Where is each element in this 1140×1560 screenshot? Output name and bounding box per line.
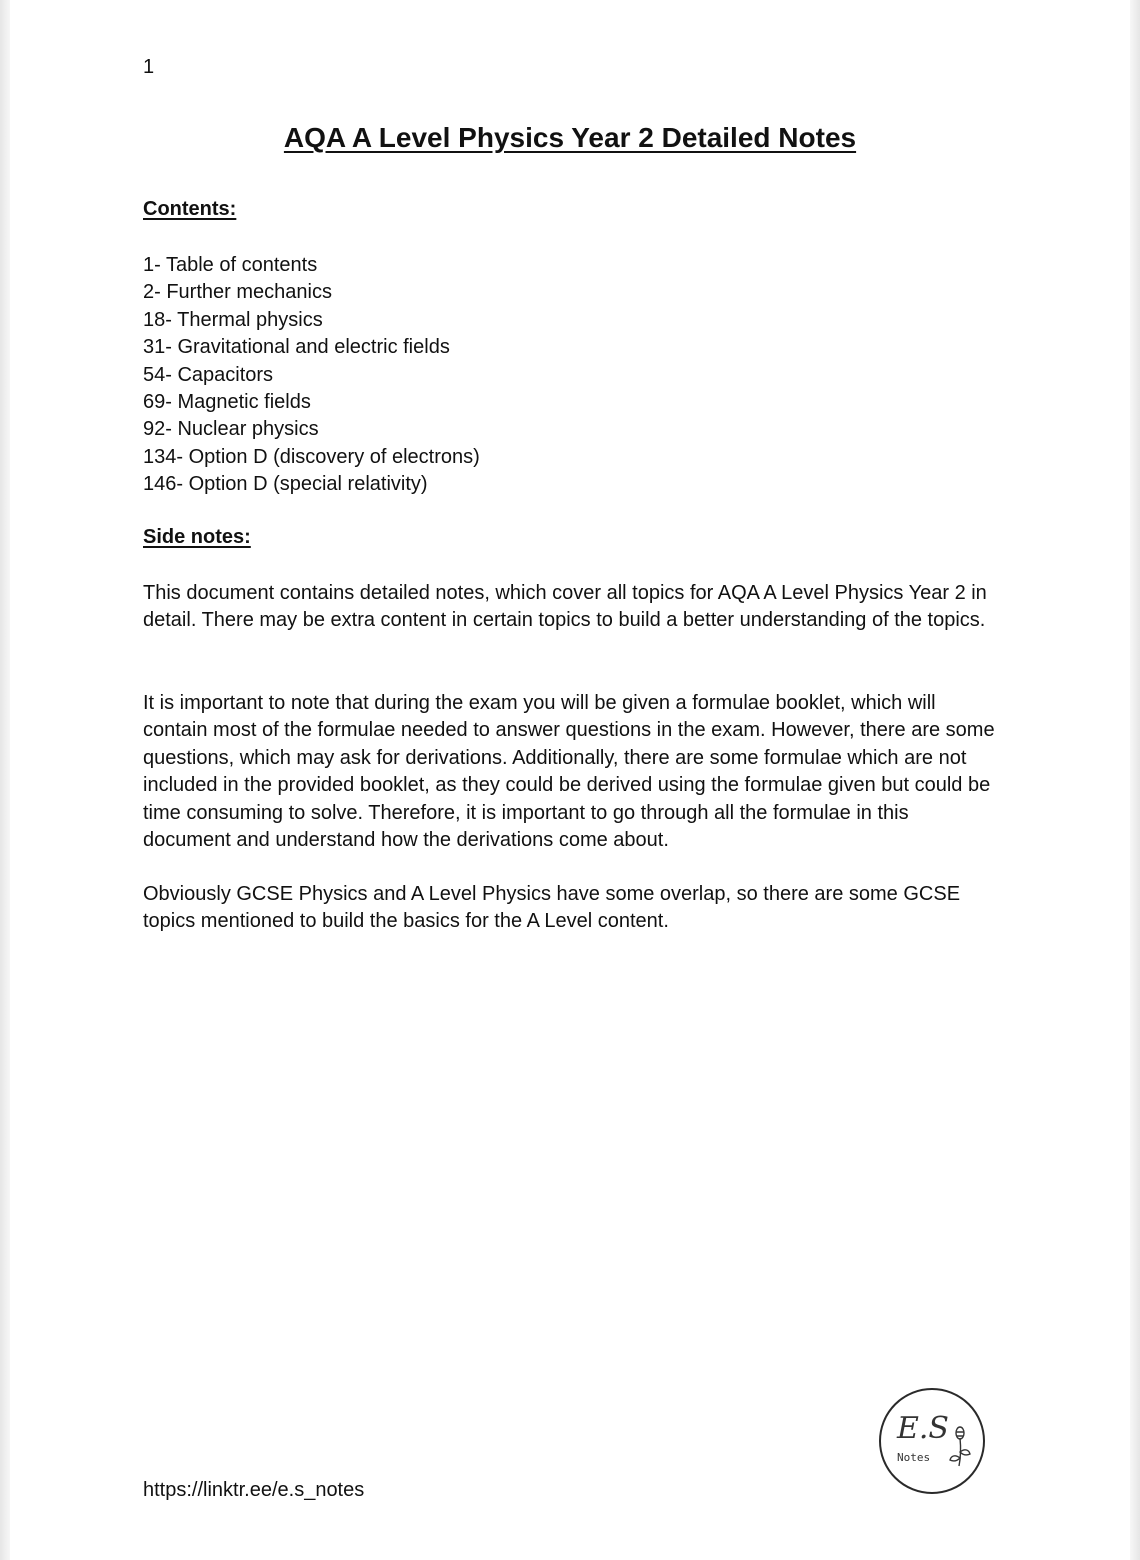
logo-initials: E.S	[897, 1411, 949, 1446]
flower-icon	[950, 1427, 970, 1466]
contents-item: 18- Thermal physics	[143, 308, 323, 331]
contents-item: 31- Gravitational and electric fields	[143, 336, 450, 359]
contents-item: 92- Nuclear physics	[143, 418, 319, 441]
contents-item: 146- Option D (special relativity)	[143, 473, 428, 496]
contents-item: 2- Further mechanics	[143, 281, 332, 304]
contents-list	[143, 252, 480, 499]
contents-item: 134- Option D (discovery of electrons)	[143, 445, 480, 468]
es-notes-logo	[877, 1386, 987, 1496]
contents-item: 1- Table of contents	[143, 254, 318, 276]
contents-item: 54- Capacitors	[143, 363, 274, 386]
document-title: AQA A Level Physics Year 2 Detailed Notes	[283, 122, 857, 153]
page-edge-right	[1130, 0, 1140, 1560]
contents-heading: Contents:	[143, 198, 237, 220]
side-notes-paragraph: Obviously GCSE Physics and A Level Physics have some overlap, so there are some GCSE topics mentioned to build the basics for the A Level content.	[143, 883, 961, 933]
page-edge-left	[0, 0, 10, 1560]
logo-notes-label: Notes	[897, 1451, 931, 1464]
contents-item: 69- Magnetic fields	[143, 391, 311, 414]
footer-link[interactable]: https://linktr.ee/e.s_notes	[143, 1479, 365, 1501]
page-number: 1	[143, 56, 155, 78]
side-notes-paragraph: It is important to note that during the exam you will be given a formulae booklet, which will contain most of the formulae needed to answer questions in the exam. However, there are some questions, which may ask for derivations. Additionally, there are some formulae which are not included in the provided booklet, as they could be derived using the formulae given but could be time consuming to solve. Therefore, it is important to go through all the formulae in this document and understand how the derivations come about.	[143, 692, 995, 852]
side-notes-heading: Side notes:	[143, 526, 251, 548]
side-notes-paragraph: This document contains detailed notes, which cover all topics for AQA A Level Physics Year 2 in detail. There may be extra content in certain topics to build a better understanding of the topics.	[143, 582, 987, 632]
